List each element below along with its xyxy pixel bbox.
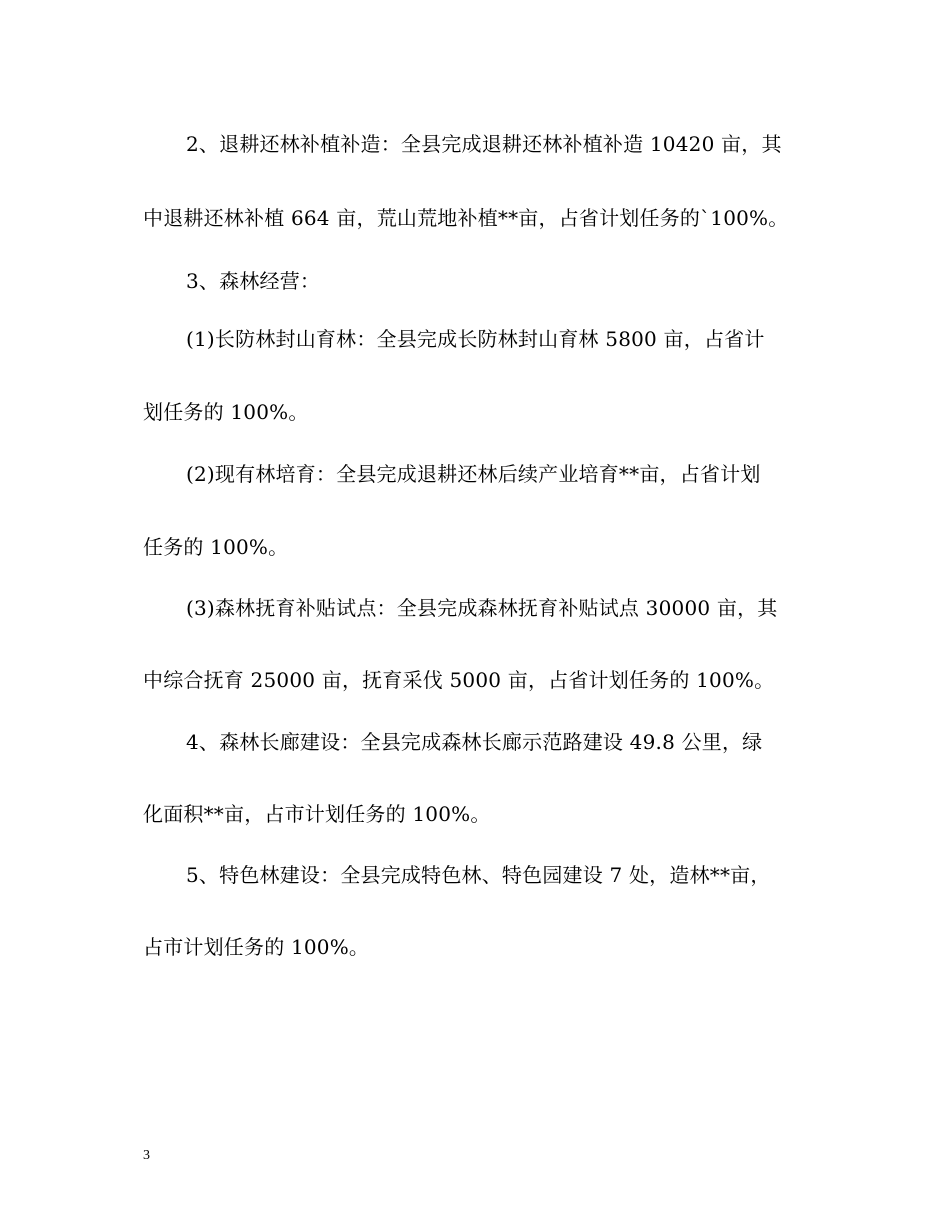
- paragraph-line: 5、特色林建设：全县完成特色林、特色园建设 7 处，造林**亩，: [186, 863, 771, 887]
- paragraph-line: 中综合抚育 25000 亩，抚育采伐 5000 亩，占省计划任务的 100%。: [143, 668, 775, 692]
- page-number: 3: [143, 1148, 150, 1163]
- paragraph-line: 占市计划任务的 100%。: [143, 935, 370, 959]
- paragraph-line: 任务的 100%。: [143, 535, 289, 559]
- paragraph-line: 划任务的 100%。: [143, 400, 309, 424]
- paragraph-line: (1)长防林封山育林：全县完成长防林封山育林 5800 亩，占省计: [186, 327, 765, 351]
- paragraph-line: 中退耕还林补植 664 亩，荒山荒地补植**亩，占省计划任务的`100%。: [143, 206, 789, 230]
- paragraph-line: 化面积**亩，占市计划任务的 100%。: [143, 802, 491, 826]
- paragraph-line: (3)森林抚育补贴试点：全县完成森林抚育补贴试点 30000 亩，其: [186, 596, 778, 620]
- paragraph-line: 2、退耕还林补植补造：全县完成退耕还林补植补造 10420 亩，其: [186, 132, 782, 156]
- paragraph-line: 4、森林长廊建设：全县完成森林长廊示范路建设 49.8 公里，绿: [186, 730, 763, 754]
- paragraph-line: (2)现有林培育：全县完成退耕还林后续产业培育**亩，占省计划: [186, 462, 761, 486]
- section-heading: 3、森林经营：: [186, 269, 321, 293]
